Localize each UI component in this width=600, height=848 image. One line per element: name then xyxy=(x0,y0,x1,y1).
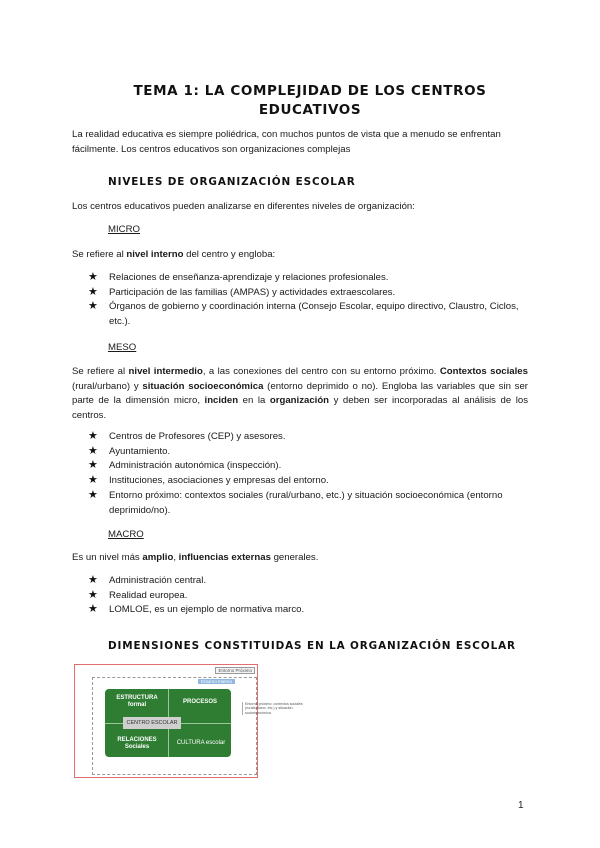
star-bullet-icon: ★ xyxy=(88,459,98,472)
list-item-text: Participación de las familias (AMPAS) y actividades extraescolares. xyxy=(109,286,396,298)
list-item-text: Ayuntamiento. xyxy=(109,445,171,457)
list-item-text: Centros de Profesores (CEP) y asesores. xyxy=(109,431,286,442)
star-bullet-icon: ★ xyxy=(88,444,98,457)
micro-desc-bold: nivel interno xyxy=(126,249,184,260)
list-item xyxy=(72,459,528,474)
macro-bold: amplio xyxy=(142,552,174,563)
star-bullet-icon: ★ xyxy=(88,430,98,442)
list-item xyxy=(72,286,528,301)
micro-list xyxy=(72,271,528,330)
list-item xyxy=(72,300,528,329)
page-number: 1 xyxy=(518,800,524,811)
star-bullet-icon: ★ xyxy=(88,271,98,283)
meso-text: (entorno deprimido o no). Engloba las variables que sin ser parte de la dimensión micro, xyxy=(72,380,528,407)
macro-text: Es un nivel más xyxy=(72,552,143,563)
meso-text: en la xyxy=(238,395,270,407)
meso-bold: Contextos sociales xyxy=(439,366,528,377)
star-bullet-icon: ★ xyxy=(88,488,98,501)
diagram-center-box: CENTRO ESCOLAR xyxy=(123,717,181,729)
meso-label: MESO xyxy=(108,342,137,353)
meso-bold: situación socioeconómica xyxy=(142,380,264,392)
list-item-text: Administración central. xyxy=(109,575,207,586)
diagram-internal-label: Entorno Interno xyxy=(198,679,235,684)
list-item-text: Instituciones, asociaciones y empresas del entorno. xyxy=(109,475,329,487)
star-bullet-icon: ★ xyxy=(88,588,98,601)
macro-label: MACRO xyxy=(108,529,144,540)
list-item xyxy=(72,489,528,518)
list-item-text: LOMLOE, es un ejemplo de normativa marco. xyxy=(109,604,305,616)
micro-description xyxy=(72,248,528,263)
macro-text: , xyxy=(173,552,179,563)
macro-description xyxy=(72,551,528,566)
macro-bold: influencias externas xyxy=(178,552,271,563)
list-item-text: Entorno próximo: contextos sociales (rural/urbano, etc.) y situación socioeconómica (entorno deprimido/no). xyxy=(109,489,503,516)
meso-text: , a las conexiones del centro con su entorno próximo. xyxy=(202,366,440,377)
list-item-text: Realidad europea. xyxy=(109,589,188,601)
meso-list xyxy=(72,430,528,518)
list-item xyxy=(72,574,528,589)
section-heading-dimensiones: DIMENSIONES CONSTITUIDAS EN LA ORGANIZACIÓN ESCOLAR xyxy=(108,640,516,652)
macro-list xyxy=(72,574,528,618)
intro-paragraph: La realidad educativa es siempre poliédrica, con muchos puntos de vista que a menudo se enfrentan fácilmente. Los centros educativos son organizaciones complejas xyxy=(72,129,501,155)
list-item-text: Administración autonómica (inspección). xyxy=(109,460,282,472)
list-item xyxy=(72,445,528,460)
micro-label: MICRO xyxy=(108,224,140,235)
niveles-lead: Los centros educativos pueden analizarse en diferentes niveles de organización: xyxy=(72,201,415,212)
macro-text: generales. xyxy=(270,552,319,563)
star-bullet-icon: ★ xyxy=(88,574,98,586)
list-item xyxy=(72,430,528,445)
list-item-text: Órganos de gobierno y coordinación interna (Consejo Escolar, equipo directivo, Claustro, Ciclos, etc.). xyxy=(109,301,519,328)
title-line-2: EDUCATIVOS xyxy=(258,102,362,118)
meso-bold: nivel intermedio xyxy=(128,366,203,377)
dimensions-diagram xyxy=(74,664,258,778)
diagram-external-label: Entorno Próximo xyxy=(215,667,255,674)
diagram-quadrant-procesos: PROCESOS xyxy=(182,699,217,705)
section-heading-niveles: NIVELES DE ORGANIZACIÓN ESCOLAR xyxy=(108,176,356,188)
list-item xyxy=(72,271,528,286)
meso-bold: organización xyxy=(269,395,330,407)
meso-text: y deben ser incorporadas al análisis de los centros. xyxy=(72,395,528,422)
title-line-1: TEMA 1: LA COMPLEJIDAD DE LOS CENTROS xyxy=(133,83,487,99)
meso-bold: inciden xyxy=(204,395,239,407)
diagram-quadrant-cultura: CULTURA escolar xyxy=(176,740,226,746)
micro-desc-text-end: del centro y engloba: xyxy=(183,249,276,260)
diagram-quadrant-relaciones: RELACIONES Sociales xyxy=(117,737,157,750)
meso-description xyxy=(72,365,528,424)
list-item xyxy=(72,603,528,618)
meso-text: Se refiere al xyxy=(72,366,129,377)
star-bullet-icon: ★ xyxy=(88,285,98,298)
page-title xyxy=(60,82,560,120)
diagram-side-note: Entorno próximo: contextos sociales (rural/urbano, etc.) y situación socioeconómica xyxy=(242,702,307,715)
star-bullet-icon: ★ xyxy=(88,474,98,487)
diagram-quadrant-estructura: ESTRUCTURA formal xyxy=(116,695,158,708)
meso-text: (rural/urbano) y xyxy=(72,380,143,392)
star-bullet-icon: ★ xyxy=(88,300,98,313)
list-item xyxy=(72,589,528,604)
micro-desc-text: Se refiere al xyxy=(72,249,127,260)
star-bullet-icon: ★ xyxy=(88,603,98,616)
list-item xyxy=(72,474,528,489)
list-item-text: Relaciones de enseñanza-aprendizaje y relaciones profesionales. xyxy=(109,272,389,283)
